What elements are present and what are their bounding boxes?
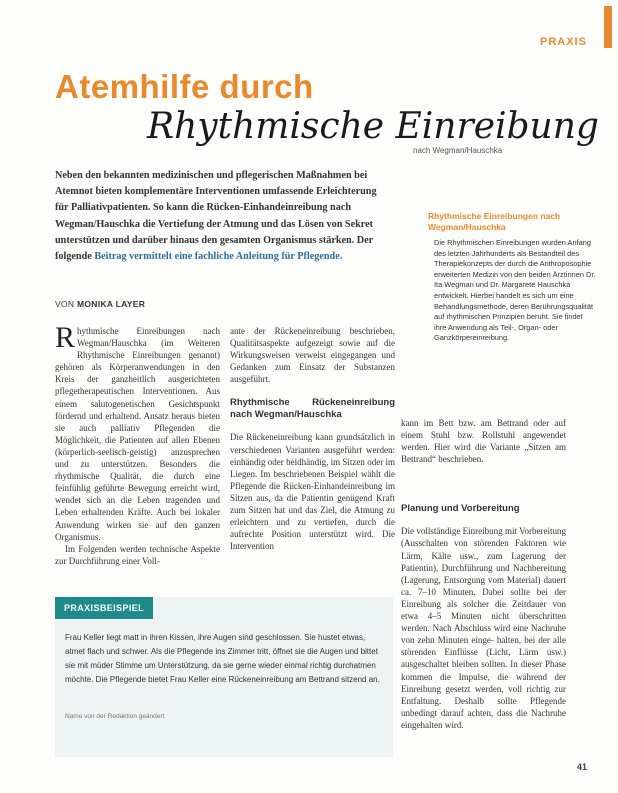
column2-paragraph1: ante der Rückeneinreibung beschrieben, Qualitätsaspekte aufgezeigt sowie auf die Wirkungsweisen verweist eingegangen und Gedanken zum Einsatz der Substanzen ausgeführt. <box>230 326 395 385</box>
drop-cap: R <box>55 321 76 354</box>
column2-heading: Rhythmische Rückeneinreibung nach Wegman/Hauschka <box>230 397 395 421</box>
praxisbeispiel-text: Frau Keller liegt matt in ihren Kissen, ihre Augen sind geschlossen. Sie hustet etwas, atmet flach und schwer. Als die Pflegende ins Zimmer tritt, öffnet sie die Augen und bittet sie mit müder Stimme um Unterstützung, da sie gerne wieder einmal richtig durchatmen möchte. Die Pflegende bietet Frau Keller eine Rückeneinreibung am Bettrand sitzend an. <box>65 633 380 684</box>
author-name: MONIKA LAYER <box>77 299 146 309</box>
column1-paragraph2: Im Folgenden werden technische Aspekte zur Durchführung einer Voll- <box>55 543 220 566</box>
sidebox-title: Rhythmische Einreibungen nach Wegman/Hauschka <box>428 211 561 232</box>
column3-paragraph1: kann im Bett bzw. am Bettrand oder auf einem Stuhl bzw. Rollstuhl angewendet werden. Hier wird die Variante „Sitzen am Bettrand“ beschrieben. <box>401 418 566 465</box>
body-column-1 <box>55 321 220 567</box>
column1-text1: hythmische Einreibungen nach Wegman/Hauschka (im Weiteren Rhythmische Einreibungen genannt) gehören als Körperanwendungen in den Kreis der ganzheitlich ausgerichteten pflegetherapeutischen Interventionen. Aus einem salutogenetischen Gesichtspunkt fördernd und erhaltend. Ansatz heraus bieten sie auch palliativ Pflegenden die Möglichkeit, die Patienten auf allen Ebenen (körperlich-seelisch-geistig) anzusprechen und zu unterstützen. Besonders die rhythmische Qualität, die durch eine feinfühlig geführte Bewegung erreicht wird, wendet sich an die Leben tragenden und Leben erhaltenden Kräfte. Auch bei lokaler Anwendung wirken sie auf den ganzen Organismus. <box>55 326 220 542</box>
body-column-3 <box>401 417 566 731</box>
column3-heading: Planung und Vorbereitung <box>401 503 520 515</box>
info-sidebox <box>404 205 600 341</box>
praxisbeispiel-label: PRAXISBEISPIEL <box>55 597 153 619</box>
section-accent-bar <box>604 6 612 48</box>
lead-intro-text: Neben den bekannten medizinischen und pflegerischen Maßnahmen bei Atemnot bieten komplementäre Interventionen umfassende Erleichterung für Palliativpatienten. So kann die Rücken-Einhandeinreibung nach Wegman/Hauschka die Vertiefung der Atmung und das Lösen von Sekret unterstützen und darüber hinaus den gesamten Organismus stärken. Der folgende <box>55 170 377 263</box>
section-label: PRAXIS <box>540 36 587 48</box>
lead-paragraph <box>55 168 377 265</box>
sidebox-body: Die Rhythmischen Einreibungen wurden Anfang des letzten Jahrhunderts als Bestandteil des Therapiekonzepts der durch die Anthroposophie erweiterten Medizin von den beiden Ärztinnen Dr. Ita Wegman und Dr. Margarete Hauschka entwickelt. Hierbei handelt es sich um eine Behandlungsmethode, deren Berührungsqualität auf rhythmischen Prinzipien beruht. Sie findet ihre Anwendung als Teil-, Organ- oder Ganzkörpereinreibung. <box>434 238 596 343</box>
article-subtitle: nach Wegman/Hauschka <box>413 146 503 155</box>
column2-paragraph2: Die Rückeneinreibung kann grundsätzlich in verschiedenen Varianten ausgeführt werden: einhändig oder beidhändig, im Sitzen oder im Liegen. Im beschriebenen Beispiel wählt die Pflegende die Rücken-Einhandeinreibung im Sitzen aus, da die Patientin genügend Kraft zum Sitzen hat und das Ziel, die Atmung zu erleichtern und zu vertiefen, durch die aufrechte Position unterstützt wird. Die Intervention <box>230 432 395 552</box>
column3-paragraph2: Die vollständige Einreibung mit Vorbereitung (Ausschalten von störenden Faktoren wie Lärm, Kälte usw., zum Lagerung der Patientin), Durchführung und Nachbereitung (Lagerung, Entsorgung vom Material) dauert ca. 7–10 Minuten. Dabei sollte bei der Einreibung als solcher die Zeitdauer von etwa 4–5 Minuten nicht überschritten werden. Nach Abschluss wird eine Nachruhe von zehn Minuten einge- halten, bei der alle störenden Einflüsse (Licht, Lärm usw.) ausgeschaltet bleiben sollten. In dieser Phase kommen die Impulse, die während der Einreibung gesetzt werden, voll richtig zur Entfaltung. Deshalb sollte Pflegende unbedingt darauf achten, dass die Nachruhe eingehalten wird. <box>401 526 566 730</box>
author-prefix: VON <box>55 299 75 309</box>
article-title-line1: Atemhilfe durch <box>55 68 314 105</box>
praxisbeispiel-note: Name von der Redaktion geändert <box>65 713 165 720</box>
praxisbeispiel-box <box>55 597 393 757</box>
body-column-2 <box>230 325 395 552</box>
article-title-line2: Rhythmische Einreibung <box>147 106 599 147</box>
column1-paragraph1 <box>55 321 220 543</box>
author-line <box>55 299 145 309</box>
page-number: 41 <box>577 762 588 772</box>
lead-highlight-text: Beitrag vermittelt eine fachliche Anleitung für Pflegende. <box>94 251 343 263</box>
